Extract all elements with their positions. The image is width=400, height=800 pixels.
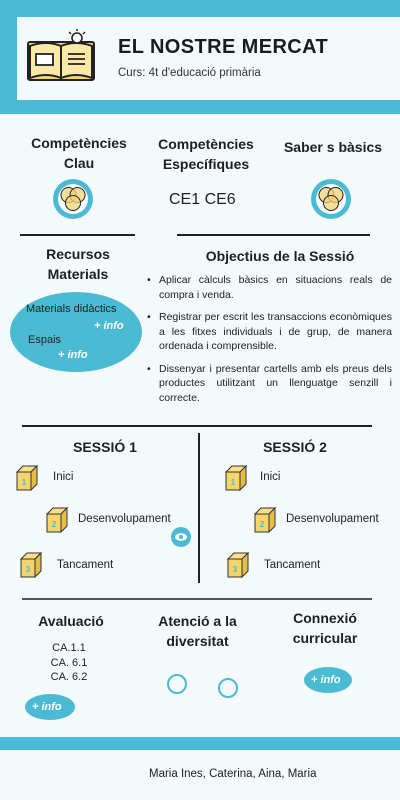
diversitat-title-line2: diversitat	[166, 633, 229, 649]
cube-icon	[226, 552, 250, 578]
diversitat-title	[140, 611, 255, 651]
cube-icon	[15, 465, 39, 491]
avaluacio-info-link[interactable]: + info	[32, 701, 62, 713]
connexio-info-link[interactable]: + info	[311, 674, 341, 686]
svg-text:1: 1	[21, 478, 27, 487]
criteria-item: CA. 6.1	[50, 656, 88, 669]
diversitat-title-line1: Atenció a la	[158, 613, 237, 629]
avaluacio-criteria	[34, 641, 104, 685]
cube-icon	[253, 507, 277, 533]
eye-button[interactable]	[171, 527, 191, 547]
materials-info-link[interactable]: + info	[94, 320, 124, 332]
competencies-especifiques-title-line1: Competències	[158, 136, 254, 152]
criteria-item: CA. 6.2	[50, 671, 88, 683]
list-item: • Dissenyar i presentar cartells amb els preus dels productes utilitzant un llenguatge senzill i correcte.	[146, 362, 392, 406]
connexio-title-line1: Connexió	[293, 610, 357, 626]
recursos-materials-title	[18, 244, 138, 284]
objectius-list	[146, 273, 392, 413]
especifiques-codes: CE1 CE6	[169, 191, 236, 208]
venn-diagram-icon[interactable]	[310, 178, 352, 220]
divider	[177, 234, 370, 236]
svg-text:1: 1	[230, 478, 236, 487]
venn-diagram-icon[interactable]	[52, 178, 94, 220]
footer-band	[0, 737, 400, 750]
espais-label: Espais	[28, 334, 62, 346]
criteria-item: CA.1.1	[52, 642, 86, 654]
competencies-clau-title	[20, 133, 138, 173]
svg-text:2: 2	[259, 520, 265, 529]
sessio1-title: SESSIÓ 1	[73, 439, 137, 455]
connexio-title	[280, 608, 370, 648]
espais-info-link[interactable]: + info	[58, 349, 88, 361]
competencies-especifiques-title	[146, 134, 266, 174]
ring-button[interactable]	[218, 678, 238, 698]
eye-icon	[171, 527, 191, 547]
svg-text:3: 3	[232, 565, 238, 574]
sessio2-step-label[interactable]: Inici	[260, 471, 281, 483]
session-divider	[198, 433, 200, 583]
book-lightbulb-icon	[22, 28, 100, 84]
cube-icon	[45, 507, 69, 533]
recursos-title-line1: Recursos	[46, 246, 110, 262]
list-item: • Aplicar càlculs bàsics en situacions reals de compra i venda.	[146, 273, 392, 302]
objectius-title: Objectius de la Sessió	[205, 248, 355, 264]
sessio2-title: SESSIÓ 2	[263, 439, 327, 455]
cube-icon	[19, 552, 43, 578]
list-item: • Registrar per escrit les transaccions econòmiques a les fitxes individuals i de grup, de manera ordenada i comprensible.	[146, 310, 392, 354]
connexio-title-line2: curricular	[292, 630, 358, 646]
competencies-clau-title-line2: Clau	[63, 155, 95, 171]
cube-icon	[224, 465, 248, 491]
divider	[22, 598, 372, 600]
sessio1-step-label[interactable]: Desenvolupament	[78, 513, 171, 525]
competencies-especifiques-title-line2: Específiques	[162, 156, 250, 172]
competencies-clau-title-line1: Competències	[31, 135, 127, 151]
divider	[20, 234, 135, 236]
sessio2-step-label[interactable]: Desenvolupament	[286, 513, 379, 525]
svg-text:3: 3	[25, 565, 31, 574]
materials-didactics-label: Materials didàctics	[26, 303, 117, 315]
page-subtitle: Curs: 4t d'educació primària	[118, 67, 261, 79]
recursos-title-line2: Materials	[47, 266, 109, 282]
avaluacio-title: Avaluació	[38, 613, 104, 629]
sessio1-step-label[interactable]: Inici	[53, 471, 74, 483]
svg-text:2: 2	[51, 520, 57, 529]
sabers-basics-title: Saber s bàsics	[283, 139, 383, 155]
ring-button[interactable]	[167, 674, 187, 694]
footer-authors: Maria Ines, Caterina, Aina, Maria	[149, 768, 317, 780]
sessio1-step-label[interactable]: Tancament	[57, 559, 114, 571]
sessio2-step-label[interactable]: Tancament	[264, 559, 321, 571]
divider	[22, 425, 372, 427]
page-title: EL NOSTRE MERCAT	[118, 36, 329, 58]
